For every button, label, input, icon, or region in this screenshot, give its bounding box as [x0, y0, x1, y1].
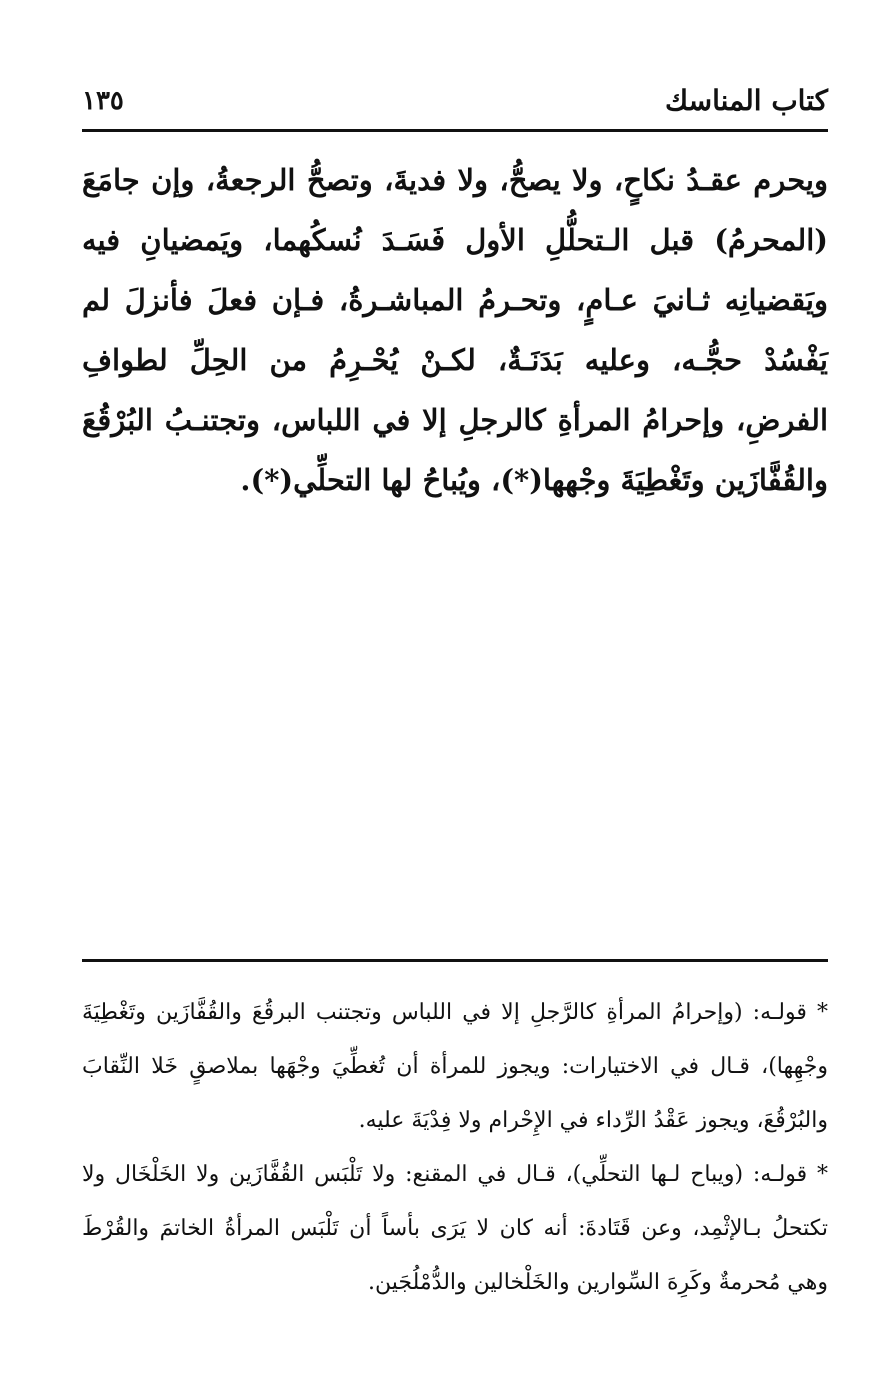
footnote-2: * قولـه: (ويباح لـها التحلِّي)، قـال في المقنع: ولا تَلْبَس القُفَّازَين ولا الخَلْخَال ولا تكتحلُ بـالإثْمِد، وعن قَتَادةَ: أنه كان لا يَرَى بأساً أن تَلْبَس المرأةُ الخاتمَ والقُرْطَ وهي مُحرمةٌ وكَرِهَ السِّوارين والخَلْخالين والدُّمْلُجَين.	[82, 1162, 828, 1295]
main-paragraph: ويحرم عقـدُ نكاحٍ، ولا يصحُّ، ولا فديةَ، وتصحُّ الرجعةُ، وإن جامَعَ (المحرمُ) قبل الـتحلُّلِ الأول فَسَـدَ نُسكُهما، ويَمضيانِ فيه ويَقضيانِه ثـانيَ عـامٍ، وتحـرمُ المباشـرةُ، فـإن فعلَ فأنزلَ لم يَفْسُدْ حجُّـه، وعليه بَدَنَـةٌ، لكـنْ يُحْـرِمُ من الحِلِّ لطوافِ الفرضِ، وإحرامُ المرأةِ كالرجلِ إلا في اللباس، وتجتنـبُ البُرْقُعَ والقُفَّازَين وتَغْطِيَةَ وجْهها(*)، ويُباحُ لها التحلِّي(*).	[82, 163, 829, 497]
page-header	[82, 84, 828, 124]
running-title: كتاب المناسك	[665, 84, 828, 117]
footnotes-block	[82, 986, 828, 1310]
main-text-block	[82, 150, 828, 510]
footnote-divider	[82, 959, 828, 962]
footnote-1: * قولـه: (وإحرامُ المرأةِ كالرَّجلِ إلا في اللباس وتجتنب البرقُعَ والقُفَّازَين وتَغْطِيَةَ وجْهِها)، قـال في الاختيارات: ويجوز للمرأة أن تُغطِّيَ وجْهَها بملاصقٍ خَلا النِّقابَ والبُرْقُعَ، ويجوز عَقْدُ الرِّداء في الإِحْرام ولا فِدْيَةَ عليه.	[82, 1000, 828, 1133]
header-divider	[82, 129, 828, 132]
page-number: ١٣٥	[82, 86, 124, 116]
